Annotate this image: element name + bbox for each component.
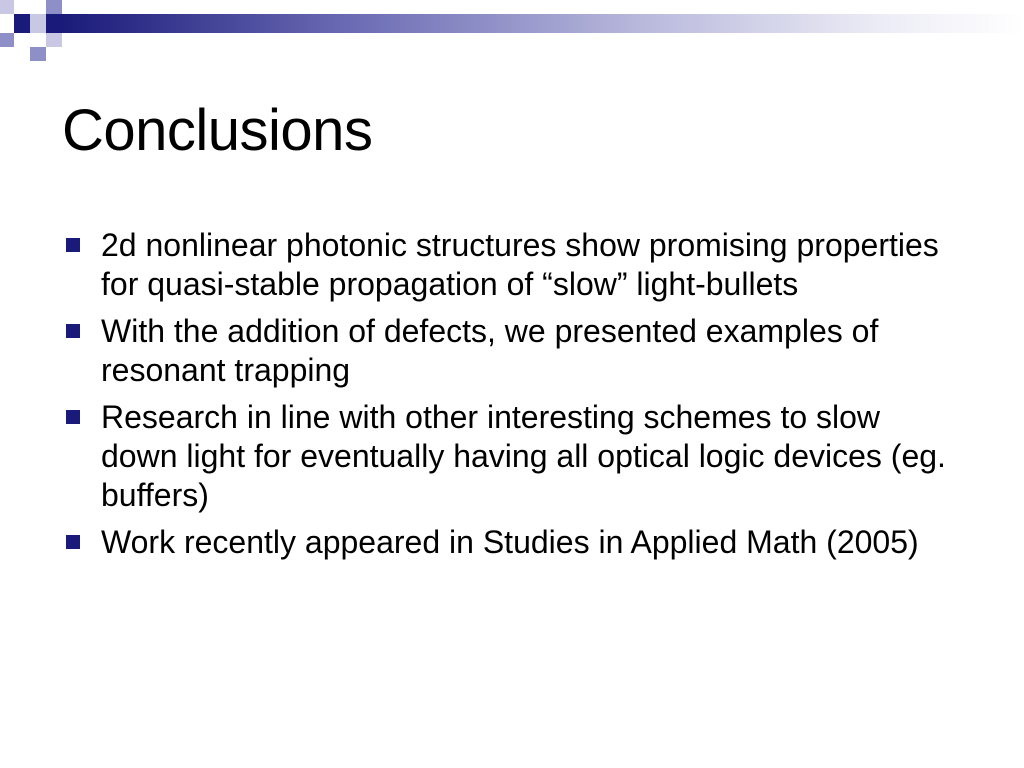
- deco-square: [0, 33, 14, 47]
- bullet-item: [64, 312, 964, 390]
- deco-square: [46, 0, 62, 14]
- bullet-item: [64, 226, 964, 304]
- deco-square: [30, 14, 46, 33]
- deco-square: [0, 0, 14, 14]
- deco-square: [14, 14, 30, 33]
- bullet-list: [64, 226, 964, 570]
- header-gradient-band: [62, 14, 1024, 33]
- bullet-text: Work recently appeared in Studies in Applied Math (2005): [101, 524, 919, 560]
- square-bullet-icon: [66, 324, 80, 338]
- bullet-item: [64, 398, 964, 515]
- square-bullet-icon: [66, 535, 80, 549]
- slide-title: Conclusions: [62, 98, 373, 163]
- square-bullet-icon: [66, 238, 80, 252]
- bullet-text: Research in line with other interesting schemes to slow down light for eventually having all optical logic devices (eg. buffers): [101, 399, 946, 513]
- deco-square: [46, 33, 62, 47]
- deco-square: [30, 47, 46, 61]
- bullet-text: With the addition of defects, we presented examples of resonant trapping: [101, 313, 879, 388]
- square-bullet-icon: [66, 410, 80, 424]
- bullet-item: [64, 523, 964, 562]
- deco-square: [46, 14, 62, 33]
- bullet-text: 2d nonlinear photonic structures show promising properties for quasi-stable propagation of “slow” light-bullets: [101, 227, 939, 302]
